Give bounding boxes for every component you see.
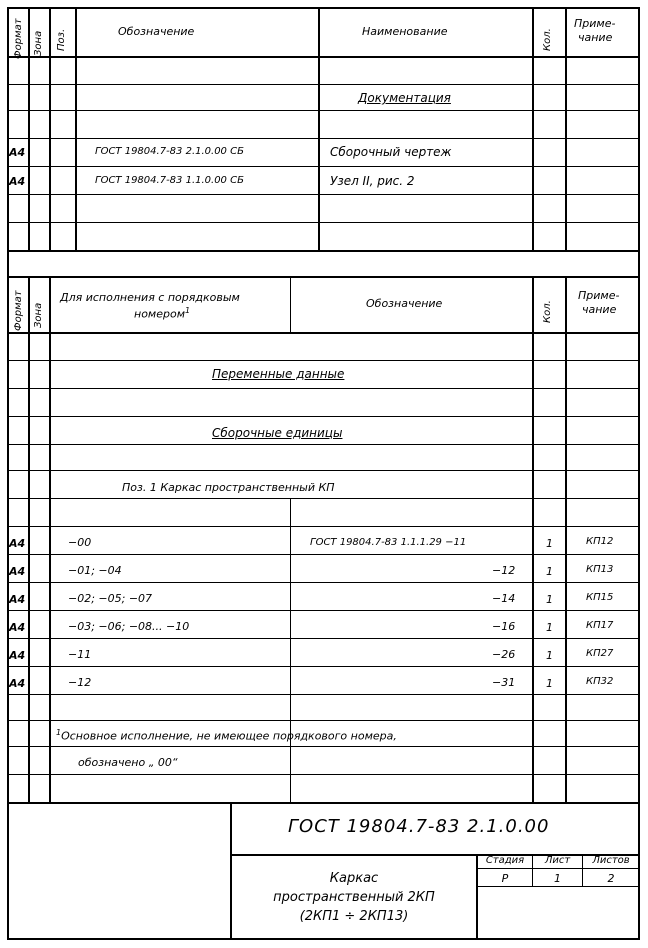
row-execution: −03; −06; −08... −10: [68, 620, 190, 633]
row-execution: −11: [68, 648, 92, 661]
header-designation: Обозначение: [118, 25, 195, 38]
header-execution-line1: Для исполнения с порядковым: [60, 291, 240, 304]
row-format: А4: [9, 175, 26, 188]
footnote-line2: обозначено „ 00“: [78, 756, 178, 769]
sheet-label: Лист: [544, 855, 571, 866]
header-name: Наименование: [362, 25, 448, 38]
row-format: А4: [9, 537, 26, 550]
stage-label: Стадия: [485, 855, 525, 866]
row-note: КП15: [586, 592, 614, 603]
row-format: А4: [9, 565, 26, 578]
document-number: ГОСТ 19804.7-83 2.1.0.00: [288, 816, 550, 837]
row-name: Сборочный чертеж: [330, 145, 452, 159]
row-qty: 1: [546, 677, 553, 690]
row-note: КП13: [586, 564, 614, 575]
header-qty: Кол.: [542, 28, 553, 51]
bottom-table-top-line: [7, 276, 640, 278]
row-designation: ГОСТ 19804.7-83 1.1.1.29 −11: [310, 537, 467, 548]
row-designation: −12: [492, 564, 516, 577]
row-note: КП32: [586, 676, 614, 687]
sheet-value: 1: [554, 872, 561, 885]
row-execution: −01; −04: [68, 564, 122, 577]
row-format: А4: [9, 593, 26, 606]
row-qty: 1: [546, 593, 553, 606]
footnote-line1: $^1$Основное исполнение, не имеющее порядкового номера,: [56, 728, 397, 743]
row-note: КП12: [586, 536, 614, 547]
row-designation: −26: [492, 648, 516, 661]
row-format: А4: [9, 649, 26, 662]
row-designation: −14: [492, 592, 516, 605]
row-format: А4: [9, 146, 26, 159]
sheets-label: Листов: [592, 855, 630, 866]
header-zone: Зона: [33, 30, 44, 56]
row-qty: 1: [546, 621, 553, 634]
name-line3: (2КП1 ÷ 2КП13): [299, 909, 409, 924]
row-note: КП27: [586, 648, 614, 659]
header-note-line1-2: Приме-: [578, 289, 620, 302]
header-qty-2: Кол.: [542, 300, 553, 323]
header-note-line2-2: чание: [582, 303, 617, 316]
row-qty: 1: [546, 649, 553, 662]
row-format: А4: [9, 621, 26, 634]
row-note: КП17: [586, 620, 614, 631]
row-execution: −00: [68, 536, 92, 549]
row-designation: ГОСТ 19804.7-83 1.1.0.00 СБ: [95, 175, 244, 186]
subheading-frame: Поз. 1 Каркас пространственный КП: [122, 481, 335, 494]
row-name: Узел II, рис. 2: [330, 174, 415, 188]
stage-value: Р: [501, 872, 509, 885]
section-documentation: Документация: [358, 91, 451, 105]
row-qty: 1: [546, 565, 553, 578]
row-designation: ГОСТ 19804.7-83 2.1.0.00 СБ: [95, 146, 244, 157]
footnote-mark: 1: [56, 728, 62, 737]
name-line1: Каркас: [329, 871, 379, 886]
footnote-superscript: 1: [185, 306, 191, 315]
header-zone-2: Зона: [33, 302, 44, 328]
header-pos: Поз.: [56, 28, 67, 51]
header-note-line1: Приме-: [574, 17, 616, 30]
row-format: А4: [9, 677, 26, 690]
row-execution: −02; −05; −07: [68, 592, 153, 605]
row-execution: −12: [68, 676, 92, 689]
section-variable-data: Переменные данные: [212, 367, 345, 381]
section-assembly-units: Сборочные единицы: [212, 426, 343, 440]
header-execution-line2: номером$^1$: [134, 306, 191, 321]
row-qty: 1: [546, 537, 553, 550]
sheets-value: 2: [607, 872, 615, 885]
header-format: Формат: [13, 18, 24, 59]
row-designation: −31: [492, 676, 516, 689]
row-designation: −16: [492, 620, 516, 633]
header-note-line2: чание: [578, 31, 613, 44]
name-line2: пространственный 2КП: [273, 890, 435, 905]
header-designation-2: Обозначение: [366, 297, 443, 310]
header-format-2: Формат: [13, 290, 24, 331]
